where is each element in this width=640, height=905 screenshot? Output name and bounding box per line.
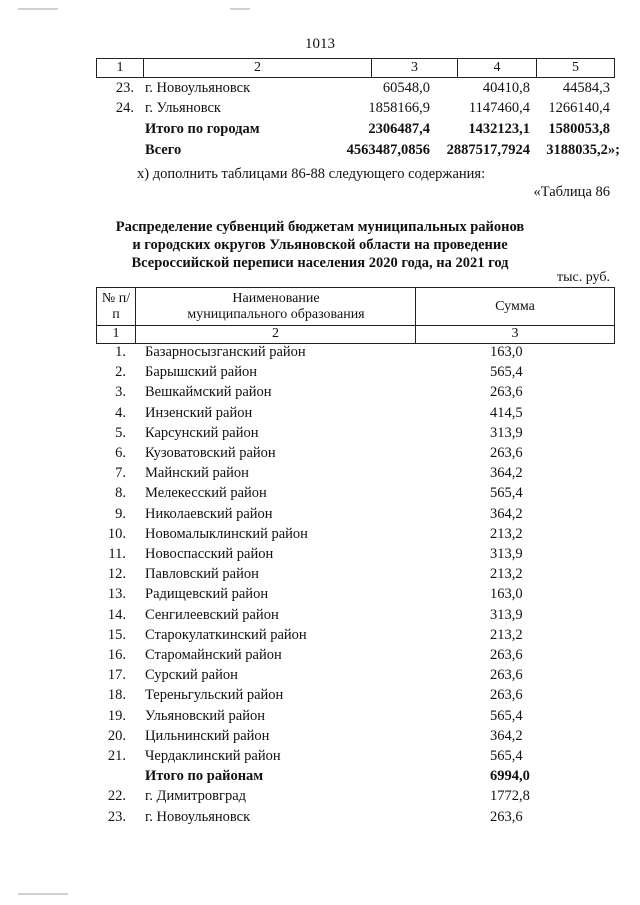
row-sum: 313,9 bbox=[490, 546, 523, 562]
top-table-total-row bbox=[0, 142, 640, 162]
row-sum: 213,2 bbox=[490, 525, 523, 542]
header-cell: 1 bbox=[116, 60, 124, 75]
row-sum: 313,9 bbox=[490, 424, 523, 441]
table-row bbox=[0, 546, 640, 566]
row-value-col5: 1266140,4 bbox=[548, 100, 610, 116]
scan-mark bbox=[230, 8, 250, 10]
row-sum: 263,6 bbox=[490, 687, 523, 704]
table-number: «Таблица 86 bbox=[533, 184, 610, 200]
table-row bbox=[0, 364, 640, 384]
top-table-row bbox=[0, 100, 640, 120]
page-number: 1013 bbox=[305, 36, 335, 52]
row-sum: 263,6 bbox=[490, 808, 523, 825]
header-cell: 3 bbox=[411, 60, 418, 75]
row-sum: 163,0 bbox=[490, 586, 523, 603]
row-sum: 364,2 bbox=[490, 465, 523, 482]
row-sum: 1772,8 bbox=[490, 788, 530, 805]
row-name: Всего bbox=[145, 142, 182, 158]
row-value-col3: 2306487,4 bbox=[368, 121, 430, 137]
table-row bbox=[0, 384, 640, 404]
header-cell: 2 bbox=[254, 60, 261, 75]
row-name: Кузоватовский район bbox=[145, 445, 276, 461]
table-row bbox=[0, 809, 640, 829]
main-table-header bbox=[96, 287, 615, 344]
row-sum: 263,6 bbox=[490, 647, 523, 663]
header-name-line2: муниципального образования bbox=[187, 307, 365, 322]
header-row bbox=[97, 288, 614, 326]
row-number: 12. bbox=[107, 566, 126, 583]
row-sum: 213,2 bbox=[490, 566, 523, 583]
subtotal-row bbox=[0, 768, 640, 788]
row-value-col4: 40410,8 bbox=[482, 80, 530, 96]
table-title-line: Всероссийской переписи населения 2020 года, на 2021 год bbox=[131, 255, 509, 271]
row-number: 2. bbox=[115, 364, 126, 381]
row-number: 9. bbox=[115, 505, 126, 522]
row-name: г. Димитровград bbox=[145, 788, 247, 805]
top-table-header bbox=[96, 58, 615, 78]
table-row bbox=[0, 506, 640, 526]
table-row bbox=[0, 526, 640, 546]
row-number: 4. bbox=[115, 404, 126, 421]
header-cell: 5 bbox=[572, 60, 579, 75]
row-name: Итого по городам bbox=[145, 121, 260, 137]
row-number: 6. bbox=[115, 445, 126, 461]
row-value-col5: 3188035,2»; bbox=[546, 142, 620, 158]
row-number: 17. bbox=[107, 667, 126, 684]
row-name: г. Новоульяновск bbox=[145, 808, 251, 825]
header-cell: 4 bbox=[493, 60, 501, 75]
row-sum: 364,2 bbox=[490, 505, 523, 522]
row-name: г. Новоульяновск bbox=[145, 80, 251, 96]
numbering-cell: 2 bbox=[272, 326, 279, 341]
top-table-row bbox=[0, 80, 640, 100]
row-number: 11. bbox=[108, 546, 126, 562]
table-row bbox=[0, 728, 640, 748]
numbering-cell: 1 bbox=[112, 326, 120, 341]
numbering-cell: 3 bbox=[511, 326, 519, 341]
table-row bbox=[0, 687, 640, 707]
header-number-col: № п/п bbox=[101, 291, 131, 322]
row-value-col3: 1858166,9 bbox=[368, 100, 430, 116]
table-title-line: и городских округов Ульяновской области на проведение bbox=[132, 237, 508, 253]
row-number: 3. bbox=[115, 384, 126, 401]
row-name: Майнский район bbox=[145, 465, 249, 482]
row-number: 18. bbox=[107, 687, 126, 704]
row-number: 21. bbox=[107, 748, 126, 764]
row-name: г. Ульяновск bbox=[145, 100, 221, 116]
row-sum: 565,4 bbox=[490, 364, 523, 381]
row-name: Чердаклинский район bbox=[145, 748, 281, 764]
row-name: Николаевский район bbox=[145, 505, 273, 522]
row-number: 16. bbox=[107, 647, 126, 663]
table-row bbox=[0, 445, 640, 465]
row-sum: 163,0 bbox=[490, 344, 523, 360]
row-name: Итого по районам bbox=[145, 768, 264, 785]
row-number: 13. bbox=[107, 586, 126, 603]
row-name: Тереньгульский район bbox=[145, 687, 284, 704]
table-row bbox=[0, 647, 640, 667]
row-name: Цильнинский район bbox=[145, 727, 270, 744]
row-number: 19. bbox=[107, 707, 126, 724]
row-number: 23. bbox=[107, 808, 126, 825]
row-name: Старомайнский район bbox=[145, 647, 282, 663]
row-name: Павловский район bbox=[145, 566, 259, 583]
row-name: Базарносызганский район bbox=[145, 344, 306, 360]
table-row bbox=[0, 586, 640, 606]
row-value-col4: 1432123,1 bbox=[468, 121, 530, 137]
row-name: Карсунский район bbox=[145, 424, 259, 441]
table-row bbox=[0, 566, 640, 586]
row-value-col4: 2887517,7924 bbox=[446, 142, 530, 158]
row-number: 23. bbox=[115, 80, 134, 96]
amendment-text: х) дополнить таблицами 86-88 следующего содержания: bbox=[137, 166, 486, 182]
row-sum: 313,9 bbox=[490, 606, 523, 623]
row-number: 14. bbox=[107, 606, 126, 623]
row-sum: 263,6 bbox=[490, 667, 523, 684]
row-name: Сенгилеевский район bbox=[145, 606, 279, 623]
row-number: 24. bbox=[115, 100, 134, 116]
row-number: 5. bbox=[115, 424, 126, 441]
table-row bbox=[0, 748, 640, 768]
row-number: 7. bbox=[115, 465, 126, 482]
top-table-subtotal-row bbox=[0, 121, 640, 141]
row-name: Сурский район bbox=[145, 667, 238, 684]
row-name: Новоспасский район bbox=[145, 546, 274, 562]
scan-mark bbox=[18, 8, 58, 10]
table-row bbox=[0, 485, 640, 505]
row-sum: 565,4 bbox=[490, 485, 523, 502]
row-sum: 213,2 bbox=[490, 626, 523, 643]
table-row bbox=[0, 708, 640, 728]
row-sum: 364,2 bbox=[490, 727, 523, 744]
row-name: Новомалыклинский район bbox=[145, 525, 308, 542]
row-name: Старокулаткинский район bbox=[145, 626, 307, 643]
header-name-line1: Наименование bbox=[232, 291, 320, 306]
table-row bbox=[0, 627, 640, 647]
row-value-col3: 4563487,0856 bbox=[346, 142, 430, 158]
row-number: 15. bbox=[107, 626, 126, 643]
row-sum: 263,6 bbox=[490, 445, 523, 461]
row-name: Барышский район bbox=[145, 364, 257, 381]
row-sum: 6994,0 bbox=[490, 768, 530, 785]
table-row bbox=[0, 607, 640, 627]
header-sum-col: Сумма bbox=[495, 299, 535, 314]
row-name: Инзенский район bbox=[145, 404, 253, 421]
row-value-col5: 1580053,8 bbox=[548, 121, 610, 137]
table-row bbox=[0, 344, 640, 364]
row-sum: 263,6 bbox=[490, 384, 523, 401]
units-label: тыс. руб. bbox=[557, 270, 610, 285]
row-number: 22. bbox=[107, 788, 126, 805]
table-row bbox=[0, 667, 640, 687]
table-row bbox=[0, 425, 640, 445]
row-sum: 565,4 bbox=[490, 748, 523, 764]
row-name: Ульяновский район bbox=[145, 707, 266, 724]
row-name: Мелекесский район bbox=[145, 485, 267, 502]
row-name: Вешкаймский район bbox=[145, 384, 272, 401]
row-number: 10. bbox=[107, 525, 126, 542]
scan-mark bbox=[18, 893, 68, 895]
row-sum: 414,5 bbox=[490, 404, 523, 421]
row-number: 8. bbox=[115, 485, 126, 502]
table-row bbox=[0, 465, 640, 485]
row-number: 20. bbox=[107, 727, 126, 744]
row-sum: 565,4 bbox=[490, 707, 523, 724]
table-title-line: Распределение субвенций бюджетам муниципальных районов bbox=[115, 219, 525, 235]
row-value-col4: 1147460,4 bbox=[468, 100, 530, 116]
table-row bbox=[0, 788, 640, 808]
table-row bbox=[0, 405, 640, 425]
row-number: 1. bbox=[115, 344, 126, 360]
row-value-col3: 60548,0 bbox=[382, 80, 430, 96]
row-value-col5: 44584,3 bbox=[562, 80, 610, 96]
row-name: Радищевский район bbox=[145, 586, 269, 603]
numbering-row bbox=[97, 326, 614, 343]
